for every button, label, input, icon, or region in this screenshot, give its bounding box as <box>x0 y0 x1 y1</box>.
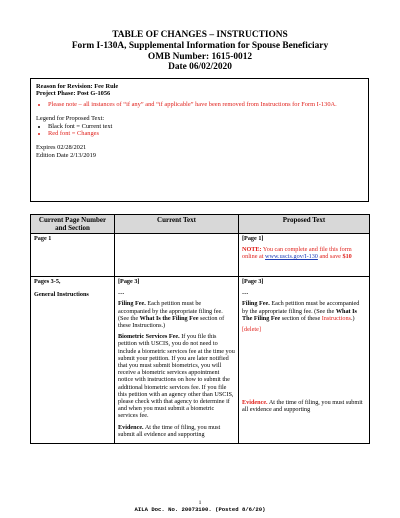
filing-fee-end: .) <box>350 314 355 322</box>
evidence-text: At the time of filing, you must submit all evidence and supporting <box>118 423 221 438</box>
row2-proposed-ellipsis: … <box>242 289 249 297</box>
table-row <box>31 277 370 444</box>
filing-fee-ref: What Is The Filing Fee <box>242 307 357 322</box>
row2-pages: Pages 3-5, <box>34 278 61 285</box>
filing-fee-ref: What Is the Filing Fee <box>139 314 199 322</box>
table-header-row <box>31 215 370 234</box>
row1-proposed <box>239 234 370 277</box>
header-omb-number: OMB Number: 1615-0012 <box>147 51 253 62</box>
note-item: • Please note – all instances of “if any” and “if applicable” have been removed from Instructions for Form I-130A. <box>48 101 363 108</box>
revision-reason: Reason for Revision: Fee Rule <box>36 83 119 90</box>
filing-fee-title: Filing Fee. <box>242 300 270 308</box>
filing-fee-end: section of these Instructions.) <box>118 314 225 330</box>
legend-title: Legend for Proposed Text: <box>36 115 105 123</box>
filing-fee-change: Instructions <box>321 314 351 322</box>
evidence-title: Evidence. <box>118 423 144 431</box>
note-tail: and save <box>317 253 343 261</box>
biometric-delete: [delete] <box>242 326 261 334</box>
evidence-text: At the time of filing, you must submit all evidence and supporting <box>242 399 363 414</box>
header-section: Current Page Number and Section <box>31 215 115 234</box>
table-row <box>31 234 370 277</box>
evidence-title: Evidence. <box>242 399 268 407</box>
legend-list <box>36 123 363 138</box>
filing-fee-title: Filing Fee. <box>118 300 146 308</box>
biometric-current <box>118 333 235 419</box>
filing-fee-mid: section of these <box>280 314 322 322</box>
summary-box <box>30 78 369 202</box>
row1-proposed-page: [Page 1] <box>242 235 264 242</box>
note-amount: $10 <box>342 253 352 261</box>
document-header <box>0 30 400 73</box>
filing-fee-proposed <box>242 300 366 322</box>
header-form-name: Form I-130A, Supplemental Information for Spouse Beneficiary <box>71 40 329 51</box>
edition-date: Edition Date 2/13/2019 <box>36 151 96 159</box>
row2-proposed-page: [Page 3] <box>242 278 264 285</box>
page-number: 1 <box>198 500 202 506</box>
evidence-current <box>118 424 235 438</box>
row1-current <box>115 234 239 277</box>
biometric-text: If you file this petition with USCIS, you do not need to include a biometric services fee at the time you submit your petition. If you are later notified that you must submit biometrics, you will receive a biometric services appointment notice with instructions on how to submit the additional biometric services fee. If you file this petition with an agency other than USCIS, please check with that agency to determine if and when you must submit a biometric services fee. <box>118 333 235 420</box>
row2-section <box>31 277 115 444</box>
note-lead: NOTE: <box>242 246 262 254</box>
header-proposed: Proposed Text <box>239 215 370 234</box>
aila-doc-number: AILA Doc. No. 20073100. (Posted 8/6/20) <box>134 506 266 513</box>
biometric-title: Biometric Services Fee. <box>118 333 180 341</box>
filing-fee-text: Each petition must be accompanied by the appropriate filing fee. (See the <box>242 300 360 315</box>
row2-proposed <box>239 277 370 444</box>
uscis-link[interactable]: www.uscis.gov/I-130 <box>265 253 318 261</box>
row1-note <box>242 246 366 260</box>
expiration-date: Expires 02/28/2021 <box>36 144 87 152</box>
row2-current <box>115 277 239 444</box>
legend-red: • Red font = Changes <box>48 130 363 137</box>
row2-current-page: [Page 3] <box>118 278 140 285</box>
filing-fee-text: Each petition must be accompanied by the appropriate filing fee. (See the <box>118 300 223 322</box>
note-list <box>36 101 363 108</box>
header-current: Current Text <box>115 215 239 234</box>
legend-black: • Black font = Current text <box>48 123 363 130</box>
filing-fee-current <box>118 300 235 329</box>
row2-current-ellipsis: … <box>118 289 125 297</box>
header-date: Date 06/02/2020 <box>168 62 232 73</box>
project-phase: Project Phase: Post G-1056 <box>36 90 111 98</box>
row1-section: Page 1 <box>31 234 115 277</box>
header-title: TABLE OF CHANGES – INSTRUCTIONS <box>112 30 288 40</box>
row2-section-name: General Instructions <box>34 291 89 299</box>
changes-table <box>30 214 370 444</box>
note-text: You can complete and file this form online at <box>242 246 352 261</box>
evidence-proposed <box>242 399 366 413</box>
